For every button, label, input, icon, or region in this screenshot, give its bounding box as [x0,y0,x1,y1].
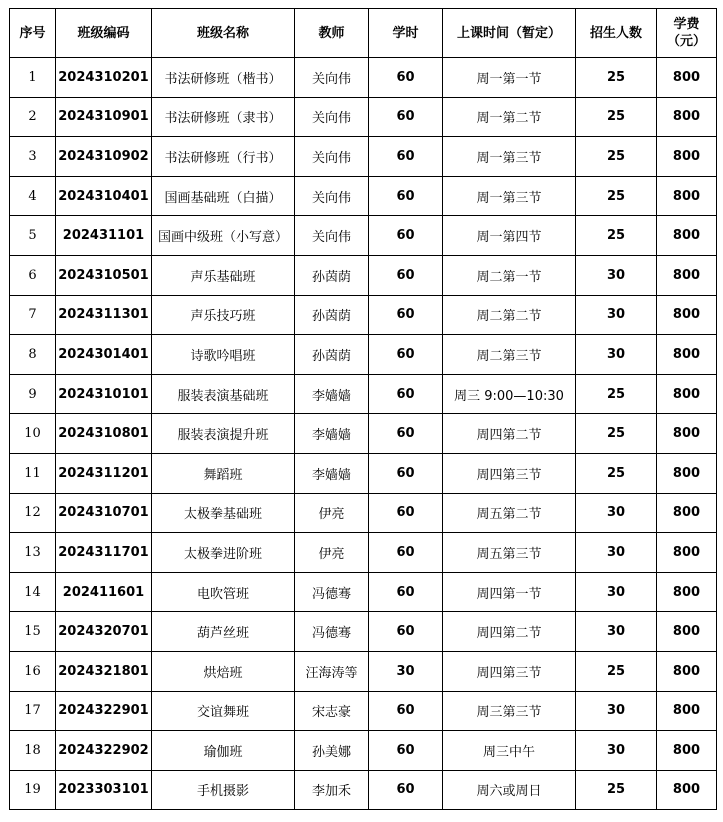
cell-time: 周一第四节 [443,216,576,256]
cell-time: 周三 9:00—10:30 [443,374,576,414]
cell-time: 周一第二节 [443,97,576,137]
cell-teacher: 汪海涛等 [295,651,369,691]
cell-time: 周一第三节 [443,137,576,177]
table-row [10,58,717,98]
cell-enroll: 30 [576,731,657,771]
cell-index: 16 [10,651,56,691]
table-row [10,255,717,295]
table-row [10,612,717,652]
cell-enroll: 25 [576,137,657,177]
cell-time: 周五第三节 [443,533,576,573]
cell-teacher: 关向伟 [295,137,369,177]
table-row [10,493,717,533]
cell-fee: 800 [657,97,717,137]
header-time: 上课时间（暂定） [443,9,576,58]
cell-fee: 800 [657,770,717,810]
cell-name: 交谊舞班 [152,691,295,731]
cell-index: 8 [10,335,56,375]
cell-teacher: 关向伟 [295,176,369,216]
cell-fee: 800 [657,216,717,256]
cell-time: 周四第三节 [443,453,576,493]
table-row [10,533,717,573]
cell-code: 2024321801 [56,651,152,691]
class-schedule-table [9,8,717,810]
cell-fee: 800 [657,731,717,771]
cell-enroll: 30 [576,533,657,573]
cell-hours: 60 [369,572,443,612]
cell-name: 服装表演提升班 [152,414,295,454]
cell-hours: 60 [369,335,443,375]
cell-name: 国画基础班（白描） [152,176,295,216]
cell-teacher: 孙茵荫 [295,335,369,375]
cell-name: 诗歌吟唱班 [152,335,295,375]
cell-enroll: 30 [576,335,657,375]
cell-time: 周二第二节 [443,295,576,335]
cell-index: 12 [10,493,56,533]
cell-hours: 60 [369,533,443,573]
header-hours: 学时 [369,9,443,58]
cell-fee: 800 [657,176,717,216]
cell-time: 周四第二节 [443,612,576,652]
cell-fee: 800 [657,374,717,414]
cell-time: 周四第一节 [443,572,576,612]
cell-teacher: 孙美娜 [295,731,369,771]
cell-code: 2023303101 [56,770,152,810]
cell-hours: 60 [369,295,443,335]
cell-hours: 60 [369,374,443,414]
cell-fee: 800 [657,453,717,493]
cell-enroll: 30 [576,691,657,731]
cell-enroll: 25 [576,453,657,493]
cell-enroll: 30 [576,493,657,533]
cell-name: 瑜伽班 [152,731,295,771]
cell-index: 13 [10,533,56,573]
cell-code: 2024301401 [56,335,152,375]
cell-teacher: 李加禾 [295,770,369,810]
cell-name: 手机摄影 [152,770,295,810]
cell-code: 202431101 [56,216,152,256]
cell-name: 书法研修班（楷书） [152,58,295,98]
cell-enroll: 30 [576,572,657,612]
cell-code: 2024310902 [56,137,152,177]
cell-enroll: 25 [576,651,657,691]
cell-time: 周六或周日 [443,770,576,810]
cell-name: 国画中级班（小写意） [152,216,295,256]
cell-index: 14 [10,572,56,612]
cell-enroll: 25 [576,176,657,216]
cell-teacher: 李嫱嫱 [295,414,369,454]
cell-index: 1 [10,58,56,98]
cell-hours: 60 [369,453,443,493]
cell-index: 2 [10,97,56,137]
cell-name: 葫芦丝班 [152,612,295,652]
cell-fee: 800 [657,612,717,652]
cell-hours: 60 [369,770,443,810]
cell-fee: 800 [657,137,717,177]
cell-fee: 800 [657,493,717,533]
header-row [10,9,717,58]
cell-enroll: 25 [576,97,657,137]
cell-index: 18 [10,731,56,771]
cell-enroll: 25 [576,414,657,454]
cell-code: 2024322901 [56,691,152,731]
cell-name: 书法研修班（隶书） [152,97,295,137]
cell-hours: 60 [369,176,443,216]
cell-teacher: 伊亮 [295,533,369,573]
cell-time: 周四第三节 [443,651,576,691]
cell-teacher: 关向伟 [295,58,369,98]
cell-hours: 60 [369,493,443,533]
cell-code: 2024322902 [56,731,152,771]
table-row [10,414,717,454]
cell-teacher: 关向伟 [295,97,369,137]
header-fee [657,9,717,58]
table-body [10,58,717,810]
cell-index: 10 [10,414,56,454]
cell-code: 2024310901 [56,97,152,137]
cell-teacher: 宋志豪 [295,691,369,731]
header-teacher: 教师 [295,9,369,58]
table-row [10,216,717,256]
cell-name: 声乐技巧班 [152,295,295,335]
cell-name: 舞蹈班 [152,453,295,493]
cell-hours: 60 [369,691,443,731]
header-fee-line1: 学费 [673,17,700,32]
cell-name: 服装表演基础班 [152,374,295,414]
cell-hours: 60 [369,137,443,177]
cell-name: 声乐基础班 [152,255,295,295]
cell-fee: 800 [657,572,717,612]
cell-teacher: 李嫱嫱 [295,374,369,414]
cell-enroll: 25 [576,374,657,414]
cell-hours: 60 [369,414,443,454]
cell-code: 2024311301 [56,295,152,335]
cell-teacher: 孙茵荫 [295,255,369,295]
cell-code: 2024310101 [56,374,152,414]
cell-index: 5 [10,216,56,256]
cell-teacher: 冯德骞 [295,572,369,612]
cell-teacher: 李嫱嫱 [295,453,369,493]
header-index: 序号 [10,9,56,58]
cell-hours: 60 [369,216,443,256]
cell-fee: 800 [657,533,717,573]
cell-fee: 800 [657,691,717,731]
cell-fee: 800 [657,295,717,335]
cell-time: 周三中午 [443,731,576,771]
cell-fee: 800 [657,335,717,375]
cell-index: 4 [10,176,56,216]
cell-hours: 60 [369,58,443,98]
table-row [10,572,717,612]
table-row [10,691,717,731]
header-enroll: 招生人数 [576,9,657,58]
cell-index: 15 [10,612,56,652]
cell-code: 2024310201 [56,58,152,98]
cell-teacher: 冯德骞 [295,612,369,652]
cell-name: 太极拳基础班 [152,493,295,533]
cell-time: 周一第三节 [443,176,576,216]
cell-fee: 800 [657,58,717,98]
table-row [10,770,717,810]
header-code: 班级编码 [56,9,152,58]
cell-hours: 60 [369,255,443,295]
table-row [10,97,717,137]
header-fee-line2: （元） [666,34,706,49]
cell-fee: 800 [657,255,717,295]
cell-enroll: 30 [576,255,657,295]
cell-code: 202411601 [56,572,152,612]
cell-name: 书法研修班（行书） [152,137,295,177]
cell-time: 周一第一节 [443,58,576,98]
cell-name: 太极拳进阶班 [152,533,295,573]
header-name: 班级名称 [152,9,295,58]
table-row [10,137,717,177]
cell-time: 周二第三节 [443,335,576,375]
cell-enroll: 25 [576,770,657,810]
cell-enroll: 30 [576,612,657,652]
cell-time: 周五第二节 [443,493,576,533]
cell-code: 2024310401 [56,176,152,216]
table-row [10,453,717,493]
table-row [10,651,717,691]
cell-time: 周四第二节 [443,414,576,454]
cell-code: 2024311201 [56,453,152,493]
cell-index: 6 [10,255,56,295]
table-row [10,295,717,335]
table-row [10,176,717,216]
cell-code: 2024310701 [56,493,152,533]
cell-code: 2024320701 [56,612,152,652]
cell-name: 电吹管班 [152,572,295,612]
cell-fee: 800 [657,414,717,454]
cell-hours: 30 [369,651,443,691]
cell-index: 19 [10,770,56,810]
cell-index: 17 [10,691,56,731]
cell-time: 周三第三节 [443,691,576,731]
cell-teacher: 关向伟 [295,216,369,256]
cell-hours: 60 [369,97,443,137]
cell-teacher: 孙茵荫 [295,295,369,335]
table-row [10,335,717,375]
cell-code: 2024310801 [56,414,152,454]
cell-hours: 60 [369,612,443,652]
table-row [10,731,717,771]
cell-teacher: 伊亮 [295,493,369,533]
cell-index: 7 [10,295,56,335]
cell-enroll: 25 [576,58,657,98]
cell-index: 9 [10,374,56,414]
cell-code: 2024311701 [56,533,152,573]
cell-index: 11 [10,453,56,493]
table-row [10,374,717,414]
cell-code: 2024310501 [56,255,152,295]
cell-fee: 800 [657,651,717,691]
cell-enroll: 25 [576,216,657,256]
cell-enroll: 30 [576,295,657,335]
cell-time: 周二第一节 [443,255,576,295]
cell-name: 烘焙班 [152,651,295,691]
cell-index: 3 [10,137,56,177]
cell-hours: 60 [369,731,443,771]
